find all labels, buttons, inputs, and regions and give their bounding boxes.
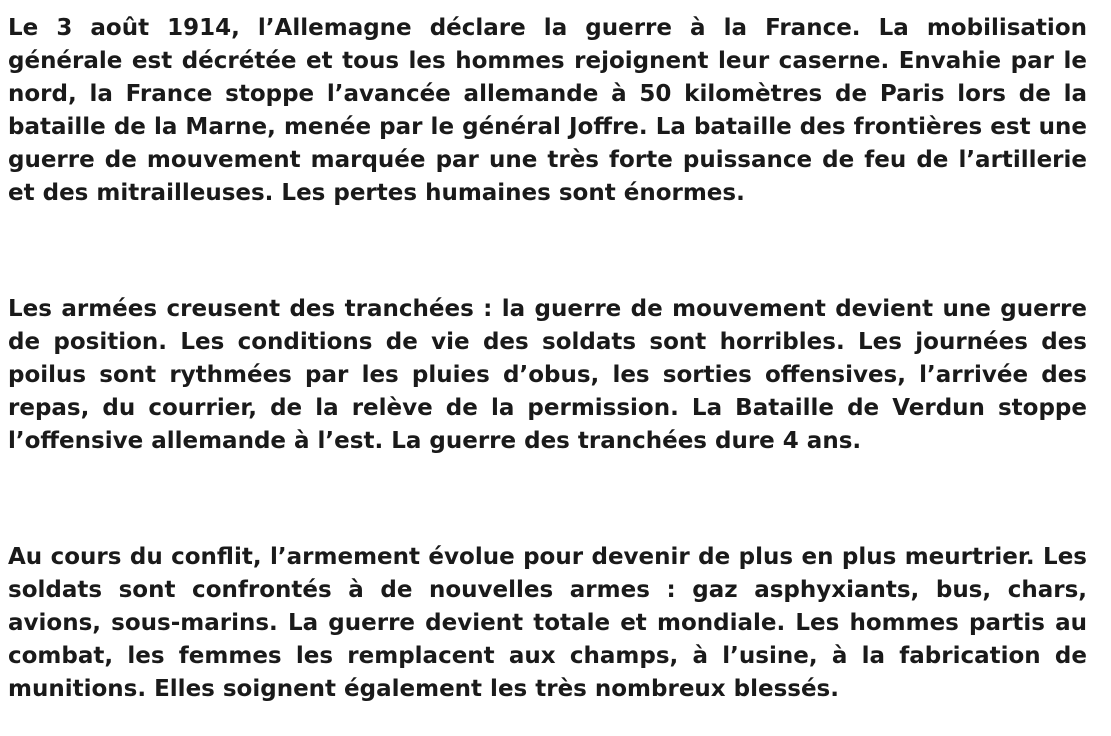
paragraph-tranchees: Les armées creusent des tranchées : la guerre de mouvement devient une guerre de position. Les conditions de vie des soldats sont horribles. Les journées des poilus sont rythmées par les pluies d’obus, les sorties offensives, l’arrivée des repas, du courrier, de la relève de la permission. La Bataille de Verdun stoppe l’offensive allemande à l’est. La guerre des tranchées dure 4 ans. [8, 296, 1087, 454]
paragraph-mobilisation: Le 3 août 1914, l’Allemagne déclare la guerre à la France. La mobilisation générale est décrétée et tous les hommes rejoignent leur caserne. Envahie par le nord, la France stoppe l’avancée allemande à 50 kilomètres de Paris lors de la bataille de la Marne, menée par le général Joffre. La bataille des frontières est une guerre de mouvement marquée par une très forte puissance de feu de l’artillerie et des mitrailleuses. Les pertes humaines sont énormes. [8, 15, 1087, 206]
paragraph-armement: Au cours du conflit, l’armement évolue pour devenir de plus en plus meurtrier. Les soldats sont confrontés à de nouvelles armes : gaz asphyxiants, bus, chars, avions, sous-marins. La guerre devient totale et mondiale. Les hommes partis au combat, les femmes les remplacent aux champs, à l’usine, à la fabrication de munitions. Elles soignent également les très nombreux blessés. [8, 544, 1087, 702]
